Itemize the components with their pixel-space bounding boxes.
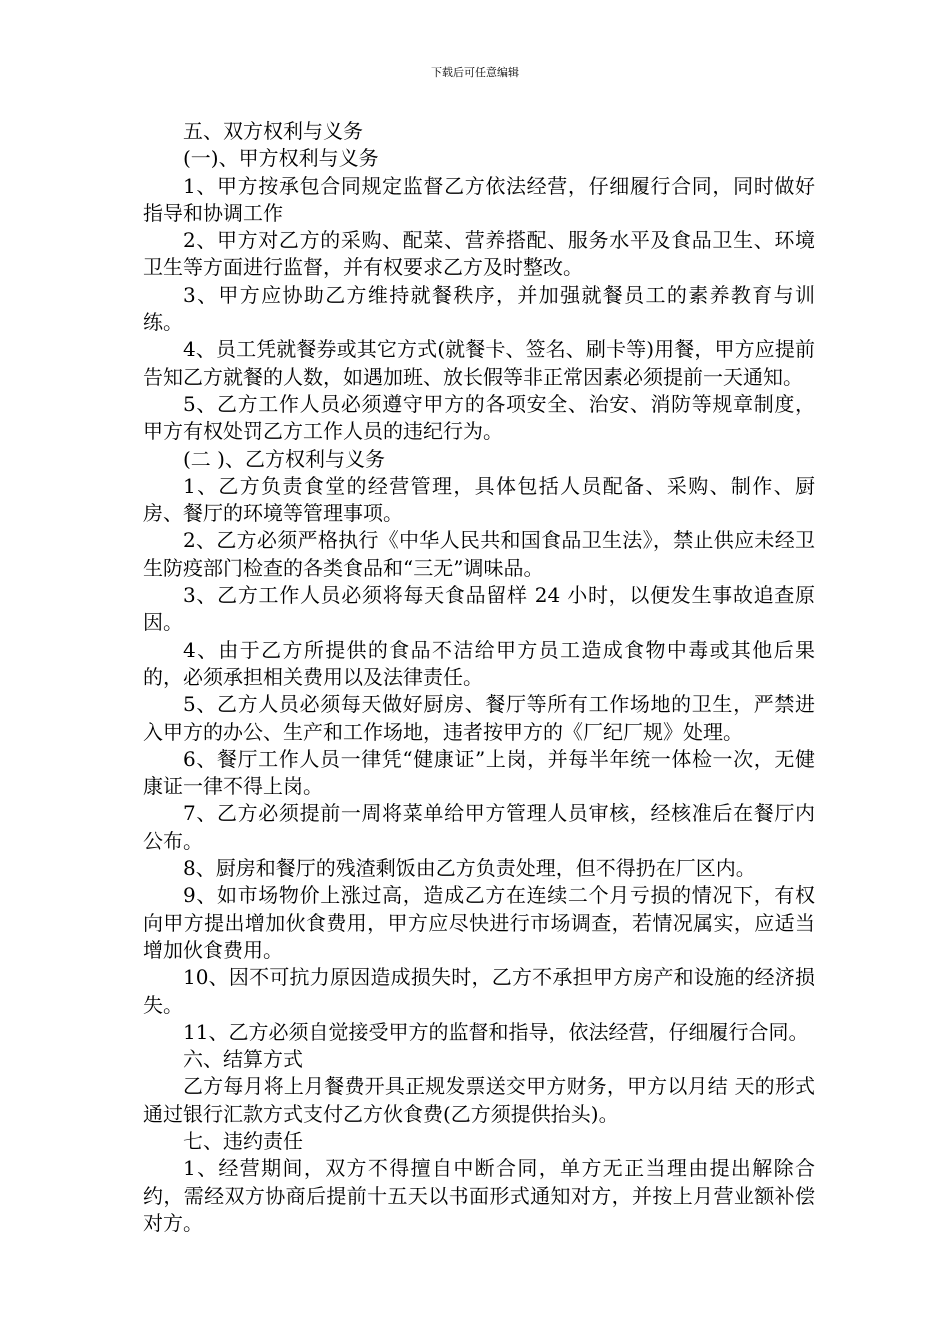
section-7-title: 七、违约责任 xyxy=(183,1128,303,1153)
party-a-clause-4: 4、员工凭就餐券或其它方式(就餐卡、签名、刷卡等)用餐，甲方应提前告知乙方就餐的人数，如遇加班、放长假等非正常因素必须提前一天通知。 xyxy=(143,337,815,389)
party-a-clause-5: 5、乙方工作人员必须遵守甲方的各项安全、治安、消防等规章制度，甲方有权处罚乙方工作人员的违纪行为。 xyxy=(143,391,815,444)
page-header-note: 下载后可任意编辑 xyxy=(431,66,519,79)
party-b-clause-6: 6、餐厅工作人员一律凭“健康证”上岗，并每半年统一体检一次，无健康证一律不得上岗。 xyxy=(143,746,815,799)
party-a-clause-3: 3、甲方应协助乙方维持就餐秩序，并加强就餐员工的素养教育与训练。 xyxy=(143,282,815,335)
party-a-clause-1: 1、甲方按承包合同规定监督乙方依法经营，仔细履行合同，同时做好指导和协调工作 xyxy=(143,173,815,225)
section-5-title: 五、双方权利与义务 xyxy=(183,119,363,143)
settlement-text: 乙方每月将上月餐费开具正规发票送交甲方财务，甲方以月结 天的形式通过银行汇款方式支付乙方伙食费(乙方须提供抬头)。 xyxy=(143,1074,815,1126)
party-b-clause-4: 4、由于乙方所提供的食品不洁给甲方员工造成食物中毒或其他后果的，必须承担相关费用以及法律责任。 xyxy=(143,637,815,689)
party-b-clause-10: 10、因不可抗力原因造成损失时，乙方不承担甲方房产和设施的经济损失。 xyxy=(143,965,815,1017)
breach-clause-1: 1、经营期间，双方不得擅自中断合同，单方无正当理由提出解除合约，需经双方协商后提前十五天以书面形式通知对方，并按上月营业额补偿对方。 xyxy=(143,1156,815,1235)
party-b-clause-5: 5、乙方人员必须每天做好厨房、餐厅等所有工作场地的卫生，严禁进入甲方的办公、生产和工作场地，违者按甲方的《厂纪厂规》处理。 xyxy=(143,692,815,744)
section-5-sub-a-title: (一)、甲方权利与义务 xyxy=(183,146,379,171)
party-b-clause-8: 8、厨房和餐厅的残渣剩饭由乙方负责处理，但不得扔在厂区内。 xyxy=(183,856,756,881)
section-5-sub-b-title: (二 )、乙方权利与义务 xyxy=(183,446,385,471)
party-b-clause-7: 7、乙方必须提前一周将菜单给甲方管理人员审核，经核准后在餐厅内公布。 xyxy=(143,801,815,853)
document-body xyxy=(143,118,815,1237)
party-a-clause-2: 2、甲方对乙方的采购、配菜、营养搭配、服务水平及食品卫生、环境卫生等方面进行监督，并有权要求乙方及时整改。 xyxy=(143,228,815,280)
party-b-clause-2: 2、乙方必须严格执行《中华人民共和国食品卫生法》，禁止供应未经卫生防疫部门检查的各类食品和“三无”调味品。 xyxy=(143,528,815,580)
party-b-clause-9: 9、如市场物价上涨过高，造成乙方在连续二个月亏损的情况下，有权向甲方提出增加伙食费用，甲方应尽快进行市场调查，若情况属实，应适当增加伙食费用。 xyxy=(143,883,815,962)
section-6-title: 六、结算方式 xyxy=(183,1047,303,1072)
party-b-clause-1: 1、乙方负责食堂的经营管理，具体包括人员配备、采购、制作、厨房、餐厅的环境等管理事项。 xyxy=(143,473,815,526)
party-b-clause-11: 11、乙方必须自觉接受甲方的监督和指导，依法经营，仔细履行合同。 xyxy=(183,1019,809,1044)
party-b-clause-3: 3、乙方工作人员必须将每天食品留样 24 小时，以便发生事故追查原因。 xyxy=(143,583,815,635)
